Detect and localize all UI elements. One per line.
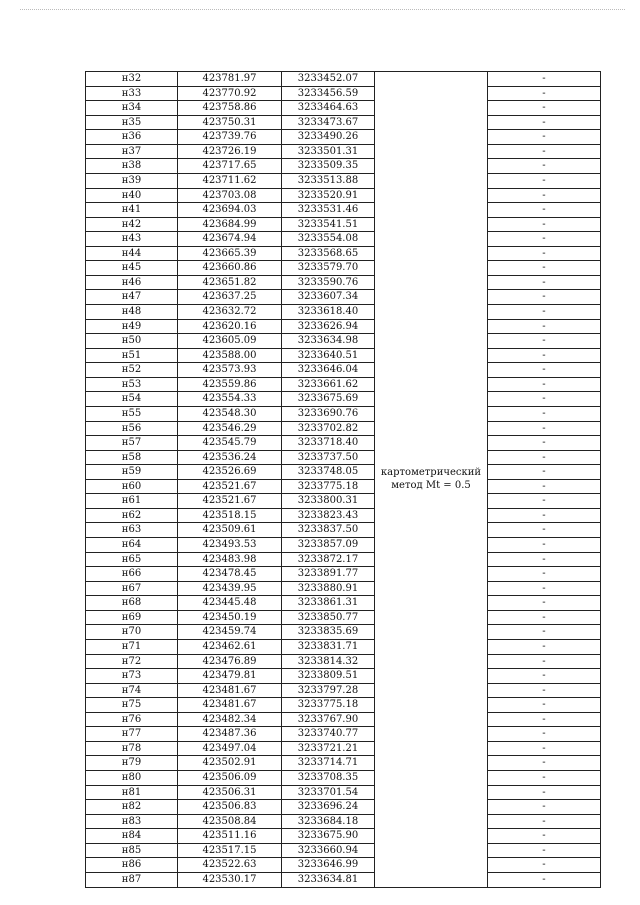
- y-coordinate-cell: 3233675.69: [282, 392, 375, 407]
- y-coordinate-cell: 3233646.99: [282, 858, 375, 873]
- point-id-cell: н57: [86, 436, 178, 451]
- note-cell: -: [488, 101, 601, 116]
- note-cell: -: [488, 654, 601, 669]
- note-cell: -: [488, 843, 601, 858]
- table-row: [86, 232, 601, 247]
- note-cell: -: [488, 829, 601, 844]
- note-cell: -: [488, 275, 601, 290]
- point-id-cell: н35: [86, 115, 178, 130]
- x-coordinate-cell: 423739.76: [178, 130, 282, 145]
- point-id-cell: н62: [86, 508, 178, 523]
- note-cell: -: [488, 814, 601, 829]
- y-coordinate-cell: 3233554.08: [282, 232, 375, 247]
- x-coordinate-cell: 423482.34: [178, 712, 282, 727]
- x-coordinate-cell: 423660.86: [178, 261, 282, 276]
- table-row: [86, 523, 601, 538]
- x-coordinate-cell: 423605.09: [178, 334, 282, 349]
- y-coordinate-cell: 3233661.62: [282, 377, 375, 392]
- note-cell: -: [488, 567, 601, 582]
- note-cell: -: [488, 232, 601, 247]
- x-coordinate-cell: 423703.08: [178, 188, 282, 203]
- point-id-cell: н52: [86, 363, 178, 378]
- table-row: [86, 872, 601, 887]
- x-coordinate-cell: 423711.62: [178, 173, 282, 188]
- y-coordinate-cell: 3233452.07: [282, 72, 375, 87]
- y-coordinate-cell: 3233814.32: [282, 654, 375, 669]
- note-cell: -: [488, 173, 601, 188]
- x-coordinate-cell: 423518.15: [178, 508, 282, 523]
- x-coordinate-cell: 423521.67: [178, 479, 282, 494]
- point-id-cell: н32: [86, 72, 178, 87]
- table-row: [86, 654, 601, 669]
- point-id-cell: н36: [86, 130, 178, 145]
- note-cell: -: [488, 305, 601, 320]
- x-coordinate-cell: 423620.16: [178, 319, 282, 334]
- x-coordinate-cell: 423517.15: [178, 843, 282, 858]
- point-id-cell: н71: [86, 639, 178, 654]
- x-coordinate-cell: 423522.63: [178, 858, 282, 873]
- x-coordinate-cell: 423651.82: [178, 275, 282, 290]
- y-coordinate-cell: 3233861.31: [282, 596, 375, 611]
- y-coordinate-cell: 3233775.18: [282, 479, 375, 494]
- point-id-cell: н76: [86, 712, 178, 727]
- y-coordinate-cell: 3233509.35: [282, 159, 375, 174]
- note-cell: -: [488, 610, 601, 625]
- note-cell: -: [488, 392, 601, 407]
- table-row: [86, 727, 601, 742]
- table-row: [86, 465, 601, 480]
- point-id-cell: н73: [86, 669, 178, 684]
- point-id-cell: н60: [86, 479, 178, 494]
- note-cell: -: [488, 72, 601, 87]
- table-row: [86, 144, 601, 159]
- x-coordinate-cell: 423439.95: [178, 581, 282, 596]
- table-row: [86, 508, 601, 523]
- y-coordinate-cell: 3233708.35: [282, 771, 375, 786]
- y-coordinate-cell: 3233740.77: [282, 727, 375, 742]
- y-coordinate-cell: 3233835.69: [282, 625, 375, 640]
- point-id-cell: н48: [86, 305, 178, 320]
- y-coordinate-cell: 3233513.88: [282, 173, 375, 188]
- point-id-cell: н39: [86, 173, 178, 188]
- x-coordinate-cell: 423632.72: [178, 305, 282, 320]
- point-id-cell: н65: [86, 552, 178, 567]
- x-coordinate-cell: 423536.24: [178, 450, 282, 465]
- x-coordinate-cell: 423781.97: [178, 72, 282, 87]
- y-coordinate-cell: 3233684.18: [282, 814, 375, 829]
- point-id-cell: н37: [86, 144, 178, 159]
- table-row: [86, 246, 601, 261]
- table-row: [86, 217, 601, 232]
- y-coordinate-cell: 3233520.91: [282, 188, 375, 203]
- x-coordinate-cell: 423462.61: [178, 639, 282, 654]
- x-coordinate-cell: 423665.39: [178, 246, 282, 261]
- table-row: [86, 669, 601, 684]
- table-row: [86, 290, 601, 305]
- point-id-cell: н75: [86, 698, 178, 713]
- y-coordinate-cell: 3233714.71: [282, 756, 375, 771]
- x-coordinate-cell: 423750.31: [178, 115, 282, 130]
- x-coordinate-cell: 423481.67: [178, 683, 282, 698]
- y-coordinate-cell: 3233464.63: [282, 101, 375, 116]
- y-coordinate-cell: 3233797.28: [282, 683, 375, 698]
- x-coordinate-cell: 423526.69: [178, 465, 282, 480]
- table-row: [86, 538, 601, 553]
- x-coordinate-cell: 423445.48: [178, 596, 282, 611]
- coordinates-table: [85, 71, 601, 888]
- note-cell: -: [488, 479, 601, 494]
- note-cell: -: [488, 217, 601, 232]
- point-id-cell: н87: [86, 872, 178, 887]
- y-coordinate-cell: 3233541.51: [282, 217, 375, 232]
- table-row: [86, 450, 601, 465]
- point-id-cell: н84: [86, 829, 178, 844]
- table-row: [86, 392, 601, 407]
- note-cell: -: [488, 246, 601, 261]
- point-id-cell: н81: [86, 785, 178, 800]
- table-row: [86, 610, 601, 625]
- x-coordinate-cell: 423548.30: [178, 406, 282, 421]
- y-coordinate-cell: 3233857.09: [282, 538, 375, 553]
- note-cell: -: [488, 552, 601, 567]
- note-cell: -: [488, 771, 601, 786]
- x-coordinate-cell: 423511.16: [178, 829, 282, 844]
- x-coordinate-cell: 423506.83: [178, 800, 282, 815]
- table-row: [86, 348, 601, 363]
- point-id-cell: н69: [86, 610, 178, 625]
- table-row: [86, 115, 601, 130]
- table-row: [86, 406, 601, 421]
- table-row: [86, 261, 601, 276]
- note-cell: -: [488, 858, 601, 873]
- note-cell: -: [488, 203, 601, 218]
- point-id-cell: н42: [86, 217, 178, 232]
- method-label-line-1: картометрический: [380, 466, 482, 478]
- method-cell: [375, 72, 488, 888]
- y-coordinate-cell: 3233701.54: [282, 785, 375, 800]
- y-coordinate-cell: 3233775.18: [282, 698, 375, 713]
- table-row: [86, 479, 601, 494]
- y-coordinate-cell: 3233880.91: [282, 581, 375, 596]
- point-id-cell: н79: [86, 756, 178, 771]
- y-coordinate-cell: 3233626.94: [282, 319, 375, 334]
- point-id-cell: н64: [86, 538, 178, 553]
- table-row: [86, 596, 601, 611]
- point-id-cell: н83: [86, 814, 178, 829]
- table-row: [86, 814, 601, 829]
- note-cell: -: [488, 538, 601, 553]
- table-row: [86, 363, 601, 378]
- note-cell: -: [488, 683, 601, 698]
- note-cell: -: [488, 800, 601, 815]
- note-cell: -: [488, 130, 601, 145]
- point-id-cell: н67: [86, 581, 178, 596]
- x-coordinate-cell: 423493.53: [178, 538, 282, 553]
- x-coordinate-cell: 423476.89: [178, 654, 282, 669]
- point-id-cell: н82: [86, 800, 178, 815]
- point-id-cell: н85: [86, 843, 178, 858]
- table-row: [86, 698, 601, 713]
- note-cell: -: [488, 785, 601, 800]
- table-row: [86, 683, 601, 698]
- y-coordinate-cell: 3233568.65: [282, 246, 375, 261]
- x-coordinate-cell: 423717.65: [178, 159, 282, 174]
- x-coordinate-cell: 423684.99: [178, 217, 282, 232]
- table-row: [86, 581, 601, 596]
- table-row: [86, 436, 601, 451]
- point-id-cell: н44: [86, 246, 178, 261]
- x-coordinate-cell: 423506.09: [178, 771, 282, 786]
- x-coordinate-cell: 423554.33: [178, 392, 282, 407]
- note-cell: -: [488, 625, 601, 640]
- y-coordinate-cell: 3233850.77: [282, 610, 375, 625]
- table-row: [86, 275, 601, 290]
- x-coordinate-cell: 423479.81: [178, 669, 282, 684]
- note-cell: -: [488, 144, 601, 159]
- note-cell: -: [488, 494, 601, 509]
- note-cell: -: [488, 639, 601, 654]
- table-row: [86, 771, 601, 786]
- point-id-cell: н33: [86, 86, 178, 101]
- point-id-cell: н47: [86, 290, 178, 305]
- table-row: [86, 130, 601, 145]
- table-row: [86, 829, 601, 844]
- x-coordinate-cell: 423573.93: [178, 363, 282, 378]
- table-row: [86, 377, 601, 392]
- point-id-cell: н50: [86, 334, 178, 349]
- y-coordinate-cell: 3233721.21: [282, 741, 375, 756]
- y-coordinate-cell: 3233737.50: [282, 450, 375, 465]
- y-coordinate-cell: 3233718.40: [282, 436, 375, 451]
- point-id-cell: н77: [86, 727, 178, 742]
- coordinates-table-body: [86, 72, 601, 888]
- point-id-cell: н59: [86, 465, 178, 480]
- table-row: [86, 712, 601, 727]
- table-row: [86, 494, 601, 509]
- x-coordinate-cell: 423508.84: [178, 814, 282, 829]
- table-row: [86, 625, 601, 640]
- note-cell: -: [488, 698, 601, 713]
- y-coordinate-cell: 3233748.05: [282, 465, 375, 480]
- point-id-cell: н66: [86, 567, 178, 582]
- y-coordinate-cell: 3233690.76: [282, 406, 375, 421]
- table-row: [86, 639, 601, 654]
- y-coordinate-cell: 3233660.94: [282, 843, 375, 858]
- x-coordinate-cell: 423559.86: [178, 377, 282, 392]
- point-id-cell: н43: [86, 232, 178, 247]
- point-id-cell: н63: [86, 523, 178, 538]
- table-row: [86, 305, 601, 320]
- x-coordinate-cell: 423506.31: [178, 785, 282, 800]
- note-cell: -: [488, 421, 601, 436]
- y-coordinate-cell: 3233675.90: [282, 829, 375, 844]
- table-row: [86, 800, 601, 815]
- y-coordinate-cell: 3233837.50: [282, 523, 375, 538]
- x-coordinate-cell: 423478.45: [178, 567, 282, 582]
- x-coordinate-cell: 423483.98: [178, 552, 282, 567]
- note-cell: -: [488, 115, 601, 130]
- note-cell: -: [488, 727, 601, 742]
- x-coordinate-cell: 423450.19: [178, 610, 282, 625]
- point-id-cell: н38: [86, 159, 178, 174]
- point-id-cell: н55: [86, 406, 178, 421]
- y-coordinate-cell: 3233456.59: [282, 86, 375, 101]
- x-coordinate-cell: 423487.36: [178, 727, 282, 742]
- table-row: [86, 72, 601, 87]
- y-coordinate-cell: 3233702.82: [282, 421, 375, 436]
- point-id-cell: н72: [86, 654, 178, 669]
- y-coordinate-cell: 3233634.81: [282, 872, 375, 887]
- note-cell: -: [488, 348, 601, 363]
- x-coordinate-cell: 423497.04: [178, 741, 282, 756]
- method-label-line-2: метод Mt = 0.5: [391, 480, 471, 492]
- y-coordinate-cell: 3233579.70: [282, 261, 375, 276]
- table-row: [86, 101, 601, 116]
- note-cell: -: [488, 159, 601, 174]
- y-coordinate-cell: 3233767.90: [282, 712, 375, 727]
- y-coordinate-cell: 3233490.26: [282, 130, 375, 145]
- point-id-cell: н49: [86, 319, 178, 334]
- table-row: [86, 567, 601, 582]
- table-row: [86, 188, 601, 203]
- y-coordinate-cell: 3233809.51: [282, 669, 375, 684]
- note-cell: -: [488, 872, 601, 887]
- note-cell: -: [488, 596, 601, 611]
- y-coordinate-cell: 3233634.98: [282, 334, 375, 349]
- point-id-cell: н54: [86, 392, 178, 407]
- x-coordinate-cell: 423521.67: [178, 494, 282, 509]
- x-coordinate-cell: 423726.19: [178, 144, 282, 159]
- y-coordinate-cell: 3233618.40: [282, 305, 375, 320]
- note-cell: -: [488, 86, 601, 101]
- table-row: [86, 319, 601, 334]
- point-id-cell: н53: [86, 377, 178, 392]
- x-coordinate-cell: 423509.61: [178, 523, 282, 538]
- point-id-cell: н58: [86, 450, 178, 465]
- note-cell: -: [488, 450, 601, 465]
- x-coordinate-cell: 423758.86: [178, 101, 282, 116]
- x-coordinate-cell: 423530.17: [178, 872, 282, 887]
- x-coordinate-cell: 423588.00: [178, 348, 282, 363]
- note-cell: -: [488, 188, 601, 203]
- point-id-cell: н80: [86, 771, 178, 786]
- table-row: [86, 843, 601, 858]
- y-coordinate-cell: 3233607.34: [282, 290, 375, 305]
- point-id-cell: н34: [86, 101, 178, 116]
- point-id-cell: н40: [86, 188, 178, 203]
- note-cell: -: [488, 741, 601, 756]
- table-row: [86, 552, 601, 567]
- scan-edge-line: [20, 9, 625, 10]
- table-row: [86, 858, 601, 873]
- table-row: [86, 785, 601, 800]
- y-coordinate-cell: 3233831.71: [282, 639, 375, 654]
- note-cell: -: [488, 712, 601, 727]
- note-cell: -: [488, 377, 601, 392]
- note-cell: -: [488, 319, 601, 334]
- point-id-cell: н61: [86, 494, 178, 509]
- x-coordinate-cell: 423545.79: [178, 436, 282, 451]
- note-cell: -: [488, 581, 601, 596]
- point-id-cell: н78: [86, 741, 178, 756]
- table-row: [86, 159, 601, 174]
- x-coordinate-cell: 423546.29: [178, 421, 282, 436]
- y-coordinate-cell: 3233640.51: [282, 348, 375, 363]
- note-cell: -: [488, 406, 601, 421]
- x-coordinate-cell: 423637.25: [178, 290, 282, 305]
- table-row: [86, 421, 601, 436]
- x-coordinate-cell: 423770.92: [178, 86, 282, 101]
- point-id-cell: н45: [86, 261, 178, 276]
- y-coordinate-cell: 3233531.46: [282, 203, 375, 218]
- x-coordinate-cell: 423674.94: [178, 232, 282, 247]
- x-coordinate-cell: 423459.74: [178, 625, 282, 640]
- table-row: [86, 173, 601, 188]
- table-row: [86, 86, 601, 101]
- y-coordinate-cell: 3233823.43: [282, 508, 375, 523]
- y-coordinate-cell: 3233501.31: [282, 144, 375, 159]
- y-coordinate-cell: 3233891.77: [282, 567, 375, 582]
- y-coordinate-cell: 3233800.31: [282, 494, 375, 509]
- x-coordinate-cell: 423502.91: [178, 756, 282, 771]
- point-id-cell: н74: [86, 683, 178, 698]
- note-cell: -: [488, 465, 601, 480]
- y-coordinate-cell: 3233696.24: [282, 800, 375, 815]
- table-row: [86, 756, 601, 771]
- note-cell: -: [488, 436, 601, 451]
- note-cell: -: [488, 523, 601, 538]
- note-cell: -: [488, 290, 601, 305]
- point-id-cell: н41: [86, 203, 178, 218]
- table-row: [86, 203, 601, 218]
- point-id-cell: н56: [86, 421, 178, 436]
- note-cell: -: [488, 508, 601, 523]
- point-id-cell: н86: [86, 858, 178, 873]
- y-coordinate-cell: 3233872.17: [282, 552, 375, 567]
- note-cell: -: [488, 756, 601, 771]
- note-cell: -: [488, 363, 601, 378]
- table-row: [86, 334, 601, 349]
- table-row: [86, 741, 601, 756]
- x-coordinate-cell: 423481.67: [178, 698, 282, 713]
- point-id-cell: н46: [86, 275, 178, 290]
- point-id-cell: н68: [86, 596, 178, 611]
- y-coordinate-cell: 3233646.04: [282, 363, 375, 378]
- note-cell: -: [488, 334, 601, 349]
- note-cell: -: [488, 669, 601, 684]
- point-id-cell: н70: [86, 625, 178, 640]
- x-coordinate-cell: 423694.03: [178, 203, 282, 218]
- y-coordinate-cell: 3233473.67: [282, 115, 375, 130]
- point-id-cell: н51: [86, 348, 178, 363]
- note-cell: -: [488, 261, 601, 276]
- y-coordinate-cell: 3233590.76: [282, 275, 375, 290]
